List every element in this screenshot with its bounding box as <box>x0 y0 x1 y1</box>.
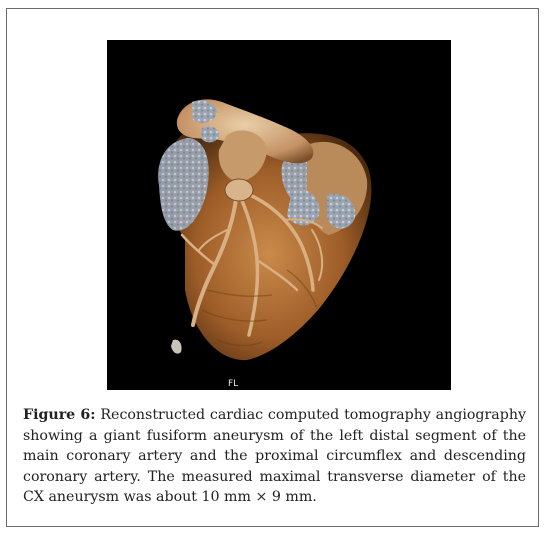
figure-frame <box>6 8 539 527</box>
aneurysm <box>225 179 253 201</box>
figure-caption <box>23 405 526 508</box>
caption-label: Figure 6: <box>23 407 96 423</box>
heart-3d-render <box>107 40 451 390</box>
fl-orientation-label: FL <box>228 379 239 389</box>
caption-text: Reconstructed cardiac computed tomography angiography showing a giant fusiform aneurysm of the left distal segment of the main coronary artery and the proximal circumflex and descending coronary artery. The measured maximal transverse diameter of the CX aneurysm was about 10 mm × 9 mm. <box>23 407 526 506</box>
heart-ct-image <box>107 40 451 390</box>
calcified-fragment <box>171 340 182 354</box>
